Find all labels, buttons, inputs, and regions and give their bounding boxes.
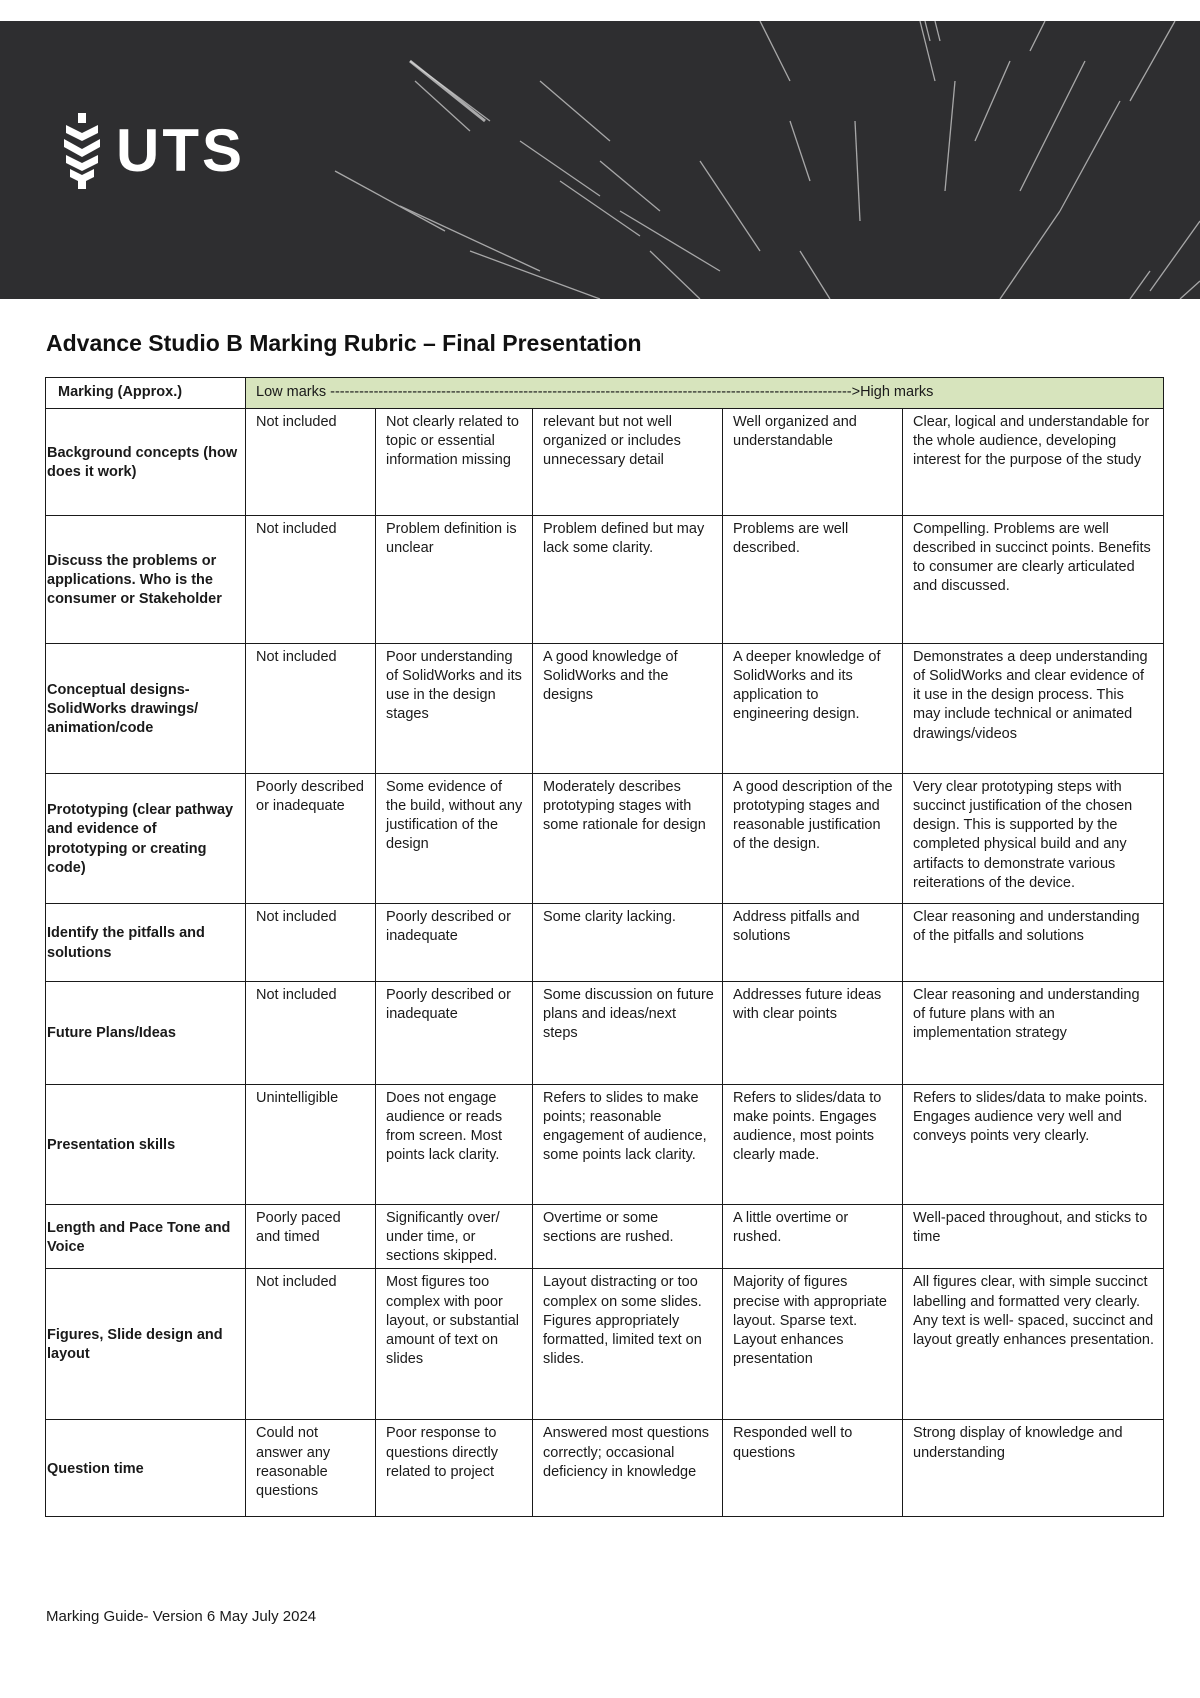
level-2-cell: Some evidence of the build, without any justification of the design	[376, 774, 533, 904]
level-1-cell: Unintelligible	[246, 1085, 376, 1205]
rubric-row	[46, 982, 1164, 1085]
level-3-cell: Refers to slides to make points; reasonable engagement of audience, some points lack clarity.	[533, 1085, 723, 1205]
level-3-cell: A good knowledge of SolidWorks and the designs	[533, 644, 723, 774]
rubric-row	[46, 644, 1164, 774]
level-2-cell: Does not engage audience or reads from screen. Most points lack clarity.	[376, 1085, 533, 1205]
level-2-cell: Significantly over/ under time, or sections skipped.	[376, 1205, 533, 1269]
marking-rubric-table	[45, 377, 1164, 1517]
uts-logo	[60, 113, 245, 189]
criterion-cell: Prototyping (clear pathway and evidence of prototyping or creating code)	[46, 774, 246, 904]
level-5-cell: Well-paced throughout, and sticks to time	[903, 1205, 1164, 1269]
criterion-cell: Background concepts (how does it work)	[46, 409, 246, 516]
level-5-cell: All figures clear, with simple succinct labelling and formatted very clearly. Any text is well- spaced, succinct and layout greatly enhances presentation.	[903, 1269, 1164, 1420]
document-title: Advance Studio B Marking Rubric – Final Presentation	[46, 330, 642, 356]
criterion-cell: Future Plans/Ideas	[46, 982, 246, 1085]
criterion-cell: Discuss the problems or applications. Who is the consumer or Stakeholder	[46, 516, 246, 644]
level-1-cell: Poorly paced and timed	[246, 1205, 376, 1269]
level-3-cell: Some discussion on future plans and ideas/next steps	[533, 982, 723, 1085]
level-4-cell: A little overtime or rushed.	[723, 1205, 903, 1269]
level-4-cell: A good description of the prototyping stages and reasonable justification of the design.	[723, 774, 903, 904]
criterion-cell: Figures, Slide design and layout	[46, 1269, 246, 1420]
level-5-cell: Compelling. Problems are well described in succinct points. Benefits to consumer are clearly articulated and discussed.	[903, 516, 1164, 644]
level-4-cell: Refers to slides/data to make points. Engages audience, most points clearly made.	[723, 1085, 903, 1205]
criterion-cell: Identify the pitfalls and solutions	[46, 904, 246, 982]
level-3-cell: relevant but not well organized or includes unnecessary detail	[533, 409, 723, 516]
criterion-cell: Length and Pace Tone and Voice	[46, 1205, 246, 1269]
level-2-cell: Poor response to questions directly related to project	[376, 1420, 533, 1517]
level-5-cell: Clear reasoning and understanding of future plans with an implementation strategy	[903, 982, 1164, 1085]
criterion-cell: Question time	[46, 1420, 246, 1517]
marks-scale-header: Low marks ------------------------------------------------------------------------------------------------------------>High marks	[246, 378, 1164, 409]
rubric-row	[46, 1205, 1164, 1269]
level-3-cell: Layout distracting or too complex on some slides. Figures appropriately formatted, limited text on slides.	[533, 1269, 723, 1420]
level-5-cell: Strong display of knowledge and understanding	[903, 1420, 1164, 1517]
level-3-cell: Moderately describes prototyping stages with some rationale for design	[533, 774, 723, 904]
level-5-cell: Demonstrates a deep understanding of SolidWorks and clear evidence of it use in the design process. This may include technical or animated drawings/videos	[903, 644, 1164, 774]
level-1-cell: Not included	[246, 516, 376, 644]
level-3-cell: Overtime or some sections are rushed.	[533, 1205, 723, 1269]
level-1-cell: Not included	[246, 904, 376, 982]
level-4-cell: Well organized and understandable	[723, 409, 903, 516]
level-3-cell: Some clarity lacking.	[533, 904, 723, 982]
level-5-cell: Clear, logical and understandable for the whole audience, developing interest for the purpose of the study	[903, 409, 1164, 516]
level-2-cell: Not clearly related to topic or essential information missing	[376, 409, 533, 516]
rubric-row	[46, 1420, 1164, 1517]
level-1-cell: Not included	[246, 1269, 376, 1420]
rubric-row	[46, 1085, 1164, 1205]
level-1-cell: Not included	[246, 982, 376, 1085]
level-4-cell: A deeper knowledge of SolidWorks and its application to engineering design.	[723, 644, 903, 774]
criterion-cell: Conceptual designs- SolidWorks drawings/ animation/code	[46, 644, 246, 774]
level-4-cell: Responded well to questions	[723, 1420, 903, 1517]
rubric-row	[46, 409, 1164, 516]
level-4-cell: Majority of figures precise with appropriate layout. Sparse text. Layout enhances presentation	[723, 1269, 903, 1420]
level-1-cell: Poorly described or inadequate	[246, 774, 376, 904]
level-4-cell: Address pitfalls and solutions	[723, 904, 903, 982]
level-2-cell: Poor understanding of SolidWorks and its use in the design stages	[376, 644, 533, 774]
level-4-cell: Problems are well described.	[723, 516, 903, 644]
level-4-cell: Addresses future ideas with clear points	[723, 982, 903, 1085]
level-2-cell: Most figures too complex with poor layout, or substantial amount of text on slides	[376, 1269, 533, 1420]
rubric-row	[46, 516, 1164, 644]
uts-emblem-icon	[60, 113, 104, 189]
rubric-row	[46, 904, 1164, 982]
rubric-row	[46, 1269, 1164, 1420]
level-2-cell: Poorly described or inadequate	[376, 982, 533, 1085]
level-2-cell: Poorly described or inadequate	[376, 904, 533, 982]
criterion-cell: Presentation skills	[46, 1085, 246, 1205]
level-5-cell: Clear reasoning and understanding of the pitfalls and solutions	[903, 904, 1164, 982]
level-3-cell: Answered most questions correctly; occasional deficiency in knowledge	[533, 1420, 723, 1517]
level-2-cell: Problem definition is unclear	[376, 516, 533, 644]
level-5-cell: Very clear prototyping steps with succinct justification of the chosen design. This is supported by the completed physical build and any artifacts to demonstrate various reiterations of the device.	[903, 774, 1164, 904]
level-1-cell: Not included	[246, 644, 376, 774]
rubric-row	[46, 774, 1164, 904]
rubric-header-row	[46, 378, 1164, 409]
level-1-cell: Not included	[246, 409, 376, 516]
level-1-cell: Could not answer any reasonable questions	[246, 1420, 376, 1517]
header-banner	[0, 21, 1200, 299]
logo-text: UTS	[116, 117, 245, 184]
level-5-cell: Refers to slides/data to make points. Engages audience very well and conveys points very clearly.	[903, 1085, 1164, 1205]
footer-version: Marking Guide- Version 6 May July 2024	[46, 1608, 317, 1625]
marking-header-label: Marking (Approx.)	[46, 378, 246, 409]
level-3-cell: Problem defined but may lack some clarity.	[533, 516, 723, 644]
